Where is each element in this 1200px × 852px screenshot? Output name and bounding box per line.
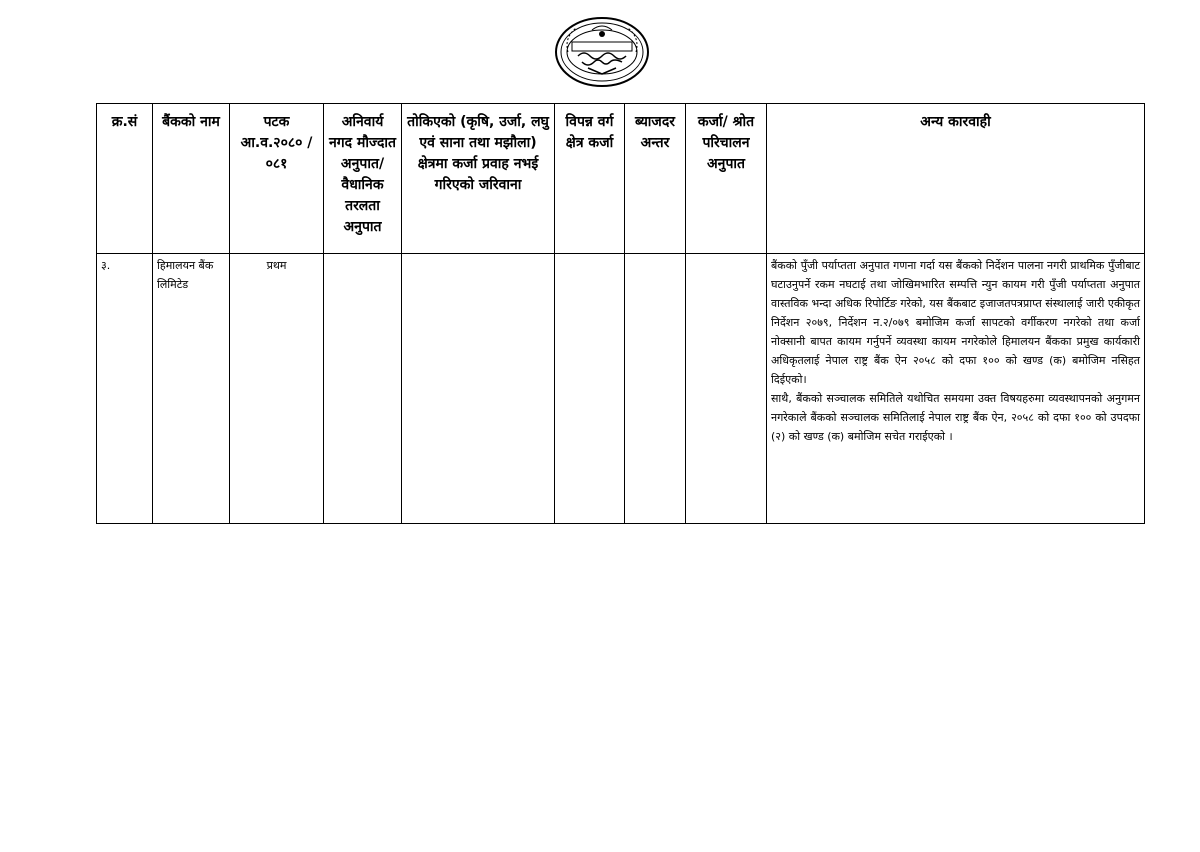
header-interest-spread: ब्याजदर अन्तर [625, 104, 686, 254]
cell-occurrence: प्रथम [230, 254, 324, 524]
remarks-paragraph-2: साथै, बैंकको सञ्चालक समितिले यथोचित समयमा उक्त विषयहरुमा व्यवस्थापनको अनुगमन नगरेकाले बैंकको सञ्चालक समितिलाई नेपाल राष्ट्र बैंक ऐन, २०५८ को दफा १०० को उपदफा (२) को खण्ड (क) बमोजिम सचेत गराईएको । [771, 392, 1140, 443]
header-sector-lending-fine: तोकिएको (कृषि, उर्जा, लघु एवं साना तथा मझौला) क्षेत्रमा कर्जा प्रवाह नभई गरिएको जरिवाना [402, 104, 555, 254]
cell-bank-name: हिमालयन बैंक लिमिटेड [153, 254, 230, 524]
nrb-seal-logo [554, 16, 650, 88]
cell-sector-lending-fine [402, 254, 555, 524]
cell-other-action [767, 254, 1145, 524]
header-crr-slr: अनिवार्य नगद मौज्दात अनुपात/ वैधानिक तरलता अनुपात [324, 104, 402, 254]
header-cd-ratio: कर्जा/ श्रोत परिचालन अनुपात [686, 104, 767, 254]
header-deprived-sector: विपन्न वर्ग क्षेत्र कर्जा [555, 104, 625, 254]
cell-interest-spread [625, 254, 686, 524]
cell-serial-number: ३. [97, 254, 153, 524]
cell-deprived-sector [555, 254, 625, 524]
header-bank-name: बैंकको नाम [153, 104, 230, 254]
table-row [97, 254, 1145, 524]
header-row [97, 104, 1145, 254]
header-occurrence: पटक आ.व.२०८० /०८१ [230, 104, 324, 254]
remarks-paragraph-1: बैंकको पुँजी पर्याप्तता अनुपात गणना गर्दा यस बैंकको निर्देशन पालना नगरी प्राथमिक पुँजीबाट घटाउनुपर्ने रकम नघटाई तथा जोखिमभारित सम्पत्ति न्युन कायम गरी पुँजी पर्याप्तता अनुपात वास्तविक भन्दा अधिक रिपोर्टिङ गरेको, यस बैंकबाट इजाजतपत्रप्राप्त संस्थालाई जारी एकीकृत निर्देशन २०७९, निर्देशन न.२/०७९ बमोजिम कर्जा सापटको वर्गीकरण नगरेको तथा कर्जा नोक्सानी बापत कायम गर्नुपर्ने व्यवस्था कायम नगरेकोले हिमालयन बैंकका प्रमुख कार्यकारी अधिकृतलाई नेपाल राष्ट्र बैंक ऐन २०५८ को दफा १०० को खण्ड (क) बमोजिम नसिहत दिईएको। [771, 259, 1140, 386]
penalty-action-table [96, 103, 1145, 524]
cell-cd-ratio [686, 254, 767, 524]
header-serial-number: क्र.सं [97, 104, 153, 254]
header-other-action: अन्य कारवाही [767, 104, 1145, 254]
cell-crr-slr [324, 254, 402, 524]
